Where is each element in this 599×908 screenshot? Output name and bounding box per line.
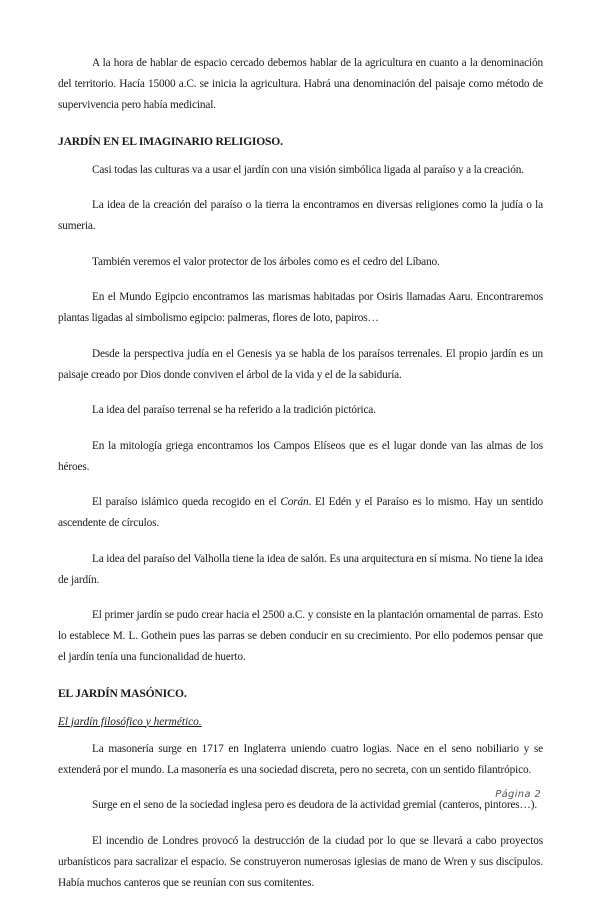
paragraph: También veremos el valor protector de los árboles como es el cedro del Líbano. (92, 255, 440, 268)
text-run: El paraíso islámico queda recogido en el (92, 496, 281, 508)
intro-paragraph: A la hora de hablar de espacio cercado debemos hablar de la agricultura en cuanto a la denominación del territorio. Hacía 15000 a.C. se inicia la agricultura. Habrá una denominación del paisaje como método de supervivencia pero había medicinal. (58, 57, 543, 111)
paragraph: En la mitología griega encontramos los Campos Elíseos que es el lugar donde van las almas de los héroes. (58, 439, 543, 473)
paragraph-coran (58, 492, 543, 534)
paragraph: Desde la perspectiva judía en el Genesis ya se habla de los paraísos terrenales. El propio jardín es un paisaje creado por Dios donde conviven el árbol de la vida y el de la sabiduría. (58, 347, 543, 381)
italic-title: Corán (280, 496, 309, 508)
page-content (58, 53, 543, 908)
paragraph: El incendio de Londres provocó la destrucción de la ciudad por lo que se llevará a cabo proyectos urbanísticos para sacralizar el espacio. Se construyeron numerosas iglesias de mano de Wren y sus discípulos. Había muchos canteros que se reunían con sus comitentes. (58, 834, 543, 889)
paragraph: Casi todas las culturas va a usar el jardín con una visión simbólica ligada al paraíso y a la creación. (92, 163, 524, 176)
page-number-footer: Página 2 (495, 789, 541, 800)
paragraph: La idea de la creación del paraíso o la tierra la encontramos en diversas religiones como la judía o la sumeria. (58, 199, 543, 232)
text-run: . El Edén y el Paraíso es lo mismo. Hay un sentido ascendente de círculos. (58, 496, 543, 529)
paragraph: Surge en el seno de la sociedad inglesa pero es deudora de la actividad gremial (canteros, pintores…). (92, 799, 537, 811)
paragraph: La idea del paraíso terrenal se ha referido a la tradición pictórica. (92, 404, 376, 416)
paragraph: La idea del paraíso del Valholla tiene la idea de salón. Es una arquitectura en sí misma. No tiene la idea de jardín. (58, 552, 543, 586)
paragraph: En el Mundo Egipcio encontramos las marismas habitadas por Osiris llamadas Aaru. Encontraremos plantas ligadas al simbolismo egipcio: palmeras, flores de loto, papiros… (58, 291, 543, 324)
section-heading-religious: JARDÍN EN EL IMAGINARIO RELIGIOSO. (58, 134, 283, 148)
paragraph: El primer jardín se pudo crear hacia el 2500 a.C. y consiste en la plantación ornamental de parras. Esto lo establece M. L. Gothein pues las parras se deben conducir en su crecimiento. Por ello podemos pensar que el jardín tenía una funcionalidad de huerto. (58, 609, 543, 663)
subheading-philosophical: El jardín filosófico y hermético. (58, 715, 202, 728)
section-heading-masonic: EL JARDÍN MASÓNICO. (58, 686, 187, 700)
paragraph: La masonería surge en 1717 en Inglaterra uniendo cuatro logias. Nace en el seno nobiliario y se extenderá por el mundo. La masonería es una sociedad discreta, pero no secreta, con un sentido filantrópico. (58, 742, 543, 776)
